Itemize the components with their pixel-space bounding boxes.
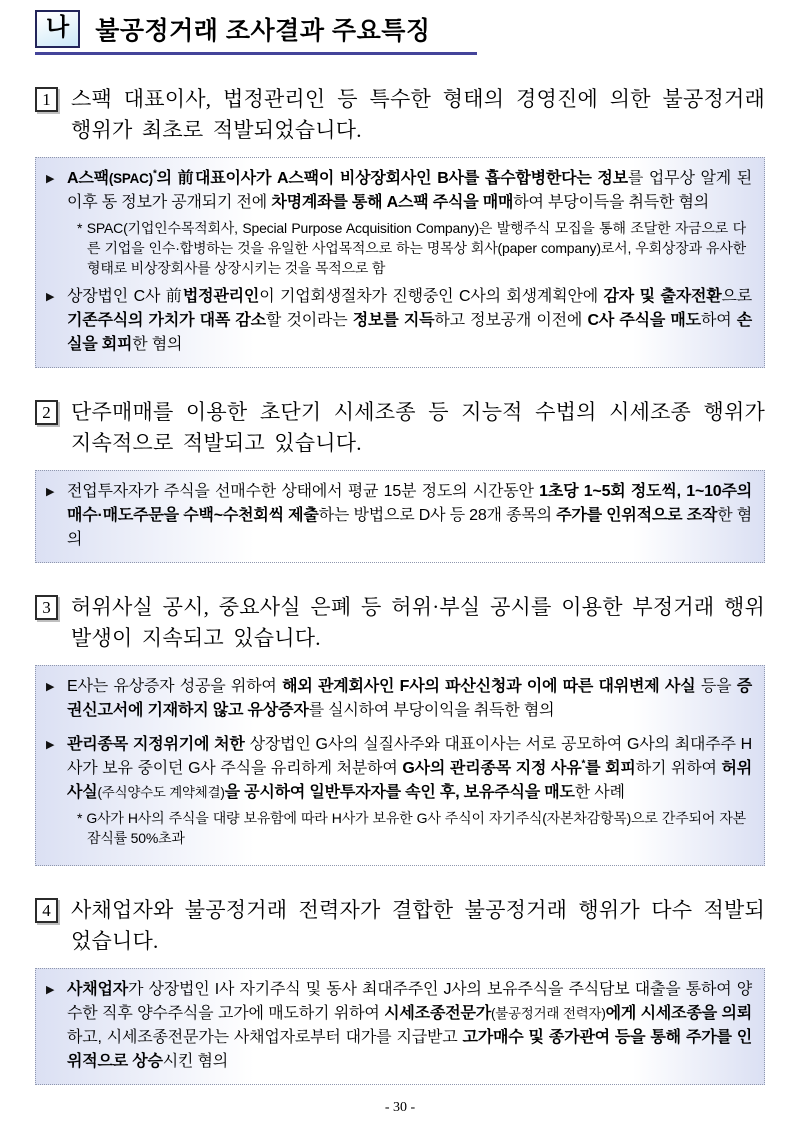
section-2-number-box: 2 xyxy=(35,400,58,425)
bullet-triangle-icon: ▶ xyxy=(46,984,55,996)
section-4-heading xyxy=(35,895,765,957)
section-1-heading-text: 스팩 대표이사, 법정관리인 등 특수한 형태의 경영진에 의한 불공정거래 행위가 최초로 적발되었습니다. xyxy=(71,87,765,142)
section-1-number-box: 1 xyxy=(35,87,58,112)
section-1-heading xyxy=(35,84,765,146)
section-3-heading-text: 허위사실 공시, 중요사실 은폐 등 허위·부실 공시를 이용한 부정거래 행위 발생이 지속되고 있습니다. xyxy=(71,595,765,650)
bullet-triangle-icon: ▶ xyxy=(46,681,55,693)
bullet-text: 관리종목 지정위기에 처한 상장법인 G사의 실질사주와 대표이사는 서로 공모하여 G사의 최대주주 H사가 보유 중이던 G사 주식을 유리하게 처분하여 G사의 관리종목 지정 사유*를 회피하기 위하여 허위사실(주식양수도 계약체결)을 공시하여 일반투자자를 속인 후, 보유주식을 매도한 사례 xyxy=(67,736,752,801)
footnote-text: * SPAC(기업인수목적회사, Special Purpose Acquisition Company)은 발행주식 모집을 통해 조달한 자금으로 다른 기업을 인수·합병하는 것을 유일한 사업목적으로 하는 명목상 회사(paper company)로서, 우회상장과 유사한 형태로 비상장회사를 상장시키는 것을 목적으로 함 xyxy=(77,220,746,276)
bullet-item xyxy=(46,675,752,723)
bullet-item xyxy=(46,167,752,215)
bullet-text: 전업투자자가 주식을 선매수한 상태에서 평균 15분 정도의 시간동안 1초당 1~5회 정도씩, 1~10주의 매수·매도주문을 수백~수천회씩 제출하는 방법으로 D사 등 28개 종목의 주가를 인위적으로 조작한 혐의 xyxy=(67,483,753,548)
section-3-heading xyxy=(35,592,765,654)
footnote-text: * G사가 H사의 주식을 대량 보유함에 따라 H사가 보유한 G사 주식이 자기주식(자본차감항목)으로 간주되어 자본잠식률 50%초과 xyxy=(77,810,746,846)
bullet-text: A스팩(SPAC)*의 前대표이사가 A스팩이 비상장회사인 B사를 흡수합병한다는 정보를 업무상 알게 된 이후 동 정보가 공개되기 전에 차명계좌를 통해 A스팩 주식을 매매하여 부당이득을 취득한 혐의 xyxy=(67,168,752,211)
section-2-heading-text: 단주매매를 이용한 초단기 시세조종 등 지능적 수법의 시세조종 행위가 지속적으로 적발되고 있습니다. xyxy=(71,400,765,455)
section-tab-badge: 나 xyxy=(35,10,80,48)
section-2-infobox xyxy=(35,470,765,563)
bullet-text: 사채업자가 상장법인 I사 자기주식 및 동사 최대주주인 J사의 보유주식을 주식담보 대출을 통하여 양수한 직후 양수주식을 고가에 매도하기 위하여 시세조종전문가(불공정거래 전력자)에게 시세조종을 의뢰하고, 시세조종전문가는 사채업자로부터 대가를 지급받고 고가매수 및 종가관여 등을 통해 주가를 인위적으로 상승시킨 혐의 xyxy=(67,981,753,1070)
bullet-text: E사는 유상증자 성공을 위하여 해외 관계회사인 F사의 파산신청과 이에 따른 대위변제 사실 등을 증권신고서에 기재하지 않고 유상증자를 실시하여 부당이익을 취득한 혐의 xyxy=(67,678,753,719)
section-3-infobox xyxy=(35,665,765,866)
bullet-item xyxy=(46,733,752,805)
page-title: 불공정거래 조사결과 주요특징 xyxy=(95,17,431,45)
bullet-item xyxy=(46,480,752,552)
bullet-triangle-icon: ▶ xyxy=(46,486,55,498)
bullet-triangle-icon: ▶ xyxy=(46,739,55,751)
bullet-item xyxy=(46,285,752,357)
section-4-infobox xyxy=(35,968,765,1085)
section-2-heading xyxy=(35,397,765,459)
section-4-heading-text: 사채업자와 불공정거래 전력자가 결합한 불공정거래 행위가 다수 적발되었습니다. xyxy=(71,898,765,953)
page-number: - 30 - xyxy=(384,1100,416,1115)
bullet-item xyxy=(46,978,752,1074)
section-4-number-box: 4 xyxy=(35,898,58,923)
section-3-number-box: 3 xyxy=(35,595,58,620)
bullet-triangle-icon: ▶ xyxy=(46,173,55,185)
bullet-triangle-icon: ▶ xyxy=(46,291,55,303)
bullet-text: 상장법인 C사 前법정관리인이 기업회생절차가 진행중인 C사의 회생계획안에 감자 및 출자전환으로 기존주식의 가치가 대폭 감소할 것이라는 정보를 지득하고 정보공개 이전에 C사 주식을 매도하여 손실을 회피한 혐의 xyxy=(67,288,752,353)
section-1-infobox xyxy=(35,157,765,368)
page-header xyxy=(35,10,477,55)
